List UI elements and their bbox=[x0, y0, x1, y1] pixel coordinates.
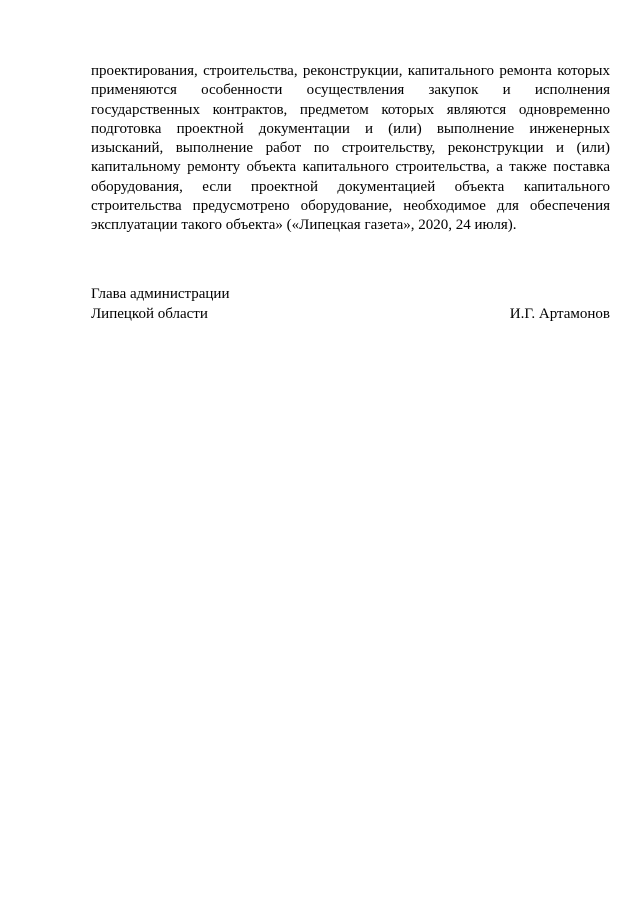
signature-name-row bbox=[91, 304, 610, 324]
body-line: капитальному ремонту объекта капитального строительства, а также поставка bbox=[91, 159, 610, 176]
body-line: оборудования, если проектной документацией объекта капитального bbox=[91, 178, 610, 195]
body-line: изысканий, выполнение работ по строительству, реконструкции и (или) bbox=[91, 140, 610, 157]
body-paragraph bbox=[91, 62, 610, 236]
signature-position-line2: Липецкой области bbox=[91, 306, 208, 322]
body-line: подготовка проектной документации и (или) выполнение инженерных bbox=[91, 120, 610, 137]
body-line: проектирования, строительства, реконструкции, капитального ремонта которых bbox=[91, 63, 610, 79]
body-line: государственных контрактов, предметом которых являются одновременно bbox=[91, 101, 610, 118]
signature-position-row bbox=[91, 284, 610, 304]
signature-name: И.Г. Артамонов bbox=[509, 306, 610, 322]
signature-block bbox=[91, 284, 610, 324]
body-line: применяются особенности осуществления закупок и исполнения bbox=[91, 82, 610, 99]
signature-position-line1: Глава администрации bbox=[91, 286, 230, 302]
body-line: строительства предусмотрено оборудование, необходимое для обеспечения bbox=[91, 198, 610, 215]
body-line-last: эксплуатации такого объекта» («Липецкая газета», 2020, 24 июля). bbox=[91, 217, 517, 234]
